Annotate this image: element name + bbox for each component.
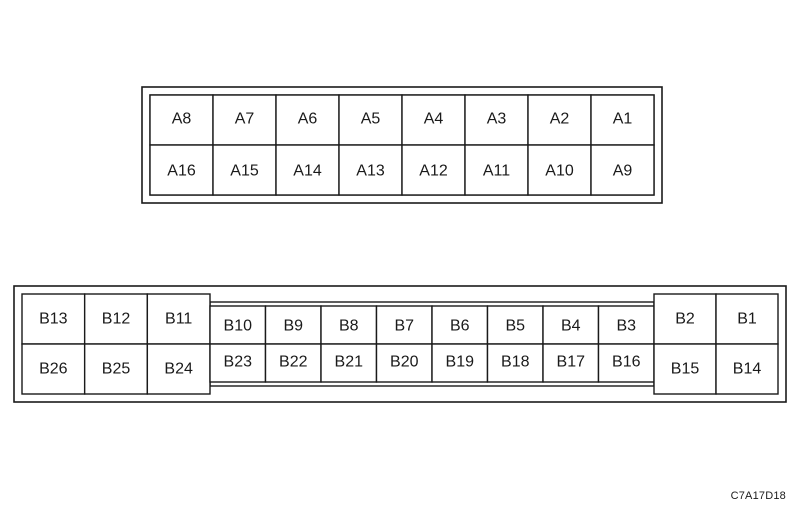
pin-label-b4: B4 bbox=[560, 317, 581, 335]
pin-cell-a15 bbox=[213, 145, 276, 195]
pin-cell-b9 bbox=[266, 306, 322, 344]
pin-label-b2: B2 bbox=[675, 310, 695, 328]
pin-label-a7: A7 bbox=[234, 110, 255, 128]
pin-cell-a11 bbox=[465, 145, 528, 195]
pin-cell-a1 bbox=[591, 95, 654, 145]
pin-label-b23: B23 bbox=[223, 353, 252, 371]
pin-label-a6: A6 bbox=[297, 110, 318, 128]
pin-cell-a16 bbox=[150, 145, 213, 195]
pin-cell-b4 bbox=[543, 306, 599, 344]
pin-label-a1: A1 bbox=[612, 110, 633, 128]
pin-label-b3: B3 bbox=[616, 317, 637, 335]
pin-cell-b6 bbox=[432, 306, 488, 344]
pin-label-a14: A14 bbox=[293, 162, 322, 180]
pin-label-b14: B14 bbox=[732, 360, 762, 378]
pin-label-b19: B19 bbox=[445, 353, 474, 371]
pin-label-a9: A9 bbox=[612, 162, 633, 180]
pin-cell-a9 bbox=[591, 145, 654, 195]
pin-label-b13: B13 bbox=[39, 310, 68, 328]
figure-code: C7A17D18 bbox=[730, 490, 786, 502]
pin-label-b8: B8 bbox=[338, 317, 359, 335]
pin-cell-b26 bbox=[22, 344, 85, 394]
pin-cell-b15 bbox=[654, 344, 716, 394]
pin-cell-b19 bbox=[432, 344, 488, 382]
pin-label-a8: A8 bbox=[171, 110, 192, 128]
pin-label-a2: A2 bbox=[549, 110, 570, 128]
pin-label-a3: A3 bbox=[486, 110, 507, 128]
pin-cell-b21 bbox=[321, 344, 377, 382]
pin-cell-b25 bbox=[85, 344, 148, 394]
connector-a-pins bbox=[150, 95, 654, 195]
pin-label-a15: A15 bbox=[230, 162, 259, 180]
pin-label-b17: B17 bbox=[556, 353, 585, 371]
pin-cell-b2 bbox=[654, 294, 716, 344]
pin-cell-b13 bbox=[22, 294, 85, 344]
pin-cell-b1 bbox=[716, 294, 778, 344]
pin-cell-a2 bbox=[528, 95, 591, 145]
pin-label-b15: B15 bbox=[670, 360, 700, 378]
pin-cell-a14 bbox=[276, 145, 339, 195]
pin-label-b6: B6 bbox=[449, 317, 470, 335]
pin-label-a11: A11 bbox=[482, 162, 511, 180]
pin-cell-a5 bbox=[339, 95, 402, 145]
pin-cell-a13 bbox=[339, 145, 402, 195]
pin-label-a5: A5 bbox=[360, 110, 381, 128]
pin-cell-b23 bbox=[210, 344, 266, 382]
pin-label-b11: B11 bbox=[165, 310, 193, 328]
pin-label-b22: B22 bbox=[279, 353, 308, 371]
pin-cell-b7 bbox=[377, 306, 433, 344]
pin-label-b1: B1 bbox=[737, 310, 757, 328]
pin-cell-b11 bbox=[147, 294, 210, 344]
connector-b bbox=[14, 286, 786, 402]
pin-label-b9: B9 bbox=[283, 317, 304, 335]
connector-a bbox=[142, 87, 662, 203]
pin-label-b12: B12 bbox=[101, 310, 131, 328]
pin-cell-a6 bbox=[276, 95, 339, 145]
pin-label-a13: A13 bbox=[356, 162, 385, 180]
pin-label-a12: A12 bbox=[419, 162, 448, 180]
pin-cell-b20 bbox=[377, 344, 433, 382]
pin-cell-b17 bbox=[543, 344, 599, 382]
pin-label-b16: B16 bbox=[612, 353, 641, 371]
pin-label-a10: A10 bbox=[545, 162, 574, 180]
pin-cell-a10 bbox=[528, 145, 591, 195]
pin-cell-a3 bbox=[465, 95, 528, 145]
pin-label-b20: B20 bbox=[390, 353, 419, 371]
pin-cell-b3 bbox=[599, 306, 655, 344]
pin-label-b24: B24 bbox=[164, 360, 193, 378]
pin-cell-b24 bbox=[147, 344, 210, 394]
pin-cell-b14 bbox=[716, 344, 778, 394]
pin-label-b10: B10 bbox=[223, 317, 252, 335]
pin-label-b5: B5 bbox=[505, 317, 526, 335]
pin-label-a4: A4 bbox=[423, 110, 444, 128]
pin-label-b18: B18 bbox=[501, 353, 530, 371]
pin-cell-b12 bbox=[85, 294, 148, 344]
pin-label-b26: B26 bbox=[39, 360, 68, 378]
pin-cell-b16 bbox=[599, 344, 655, 382]
pin-cell-b10 bbox=[210, 306, 266, 344]
pin-cell-a4 bbox=[402, 95, 465, 145]
pin-label-b25: B25 bbox=[101, 360, 131, 378]
pin-cell-a8 bbox=[150, 95, 213, 145]
pin-cell-b22 bbox=[266, 344, 322, 382]
pin-cell-a12 bbox=[402, 145, 465, 195]
connector-b-pins bbox=[22, 294, 778, 394]
pin-label-b7: B7 bbox=[394, 317, 415, 335]
pin-cell-b8 bbox=[321, 306, 377, 344]
pin-label-a16: A16 bbox=[167, 162, 196, 180]
pin-cell-a7 bbox=[213, 95, 276, 145]
pin-cell-b5 bbox=[488, 306, 544, 344]
pin-label-b21: B21 bbox=[334, 353, 363, 371]
pin-cell-b18 bbox=[488, 344, 544, 382]
